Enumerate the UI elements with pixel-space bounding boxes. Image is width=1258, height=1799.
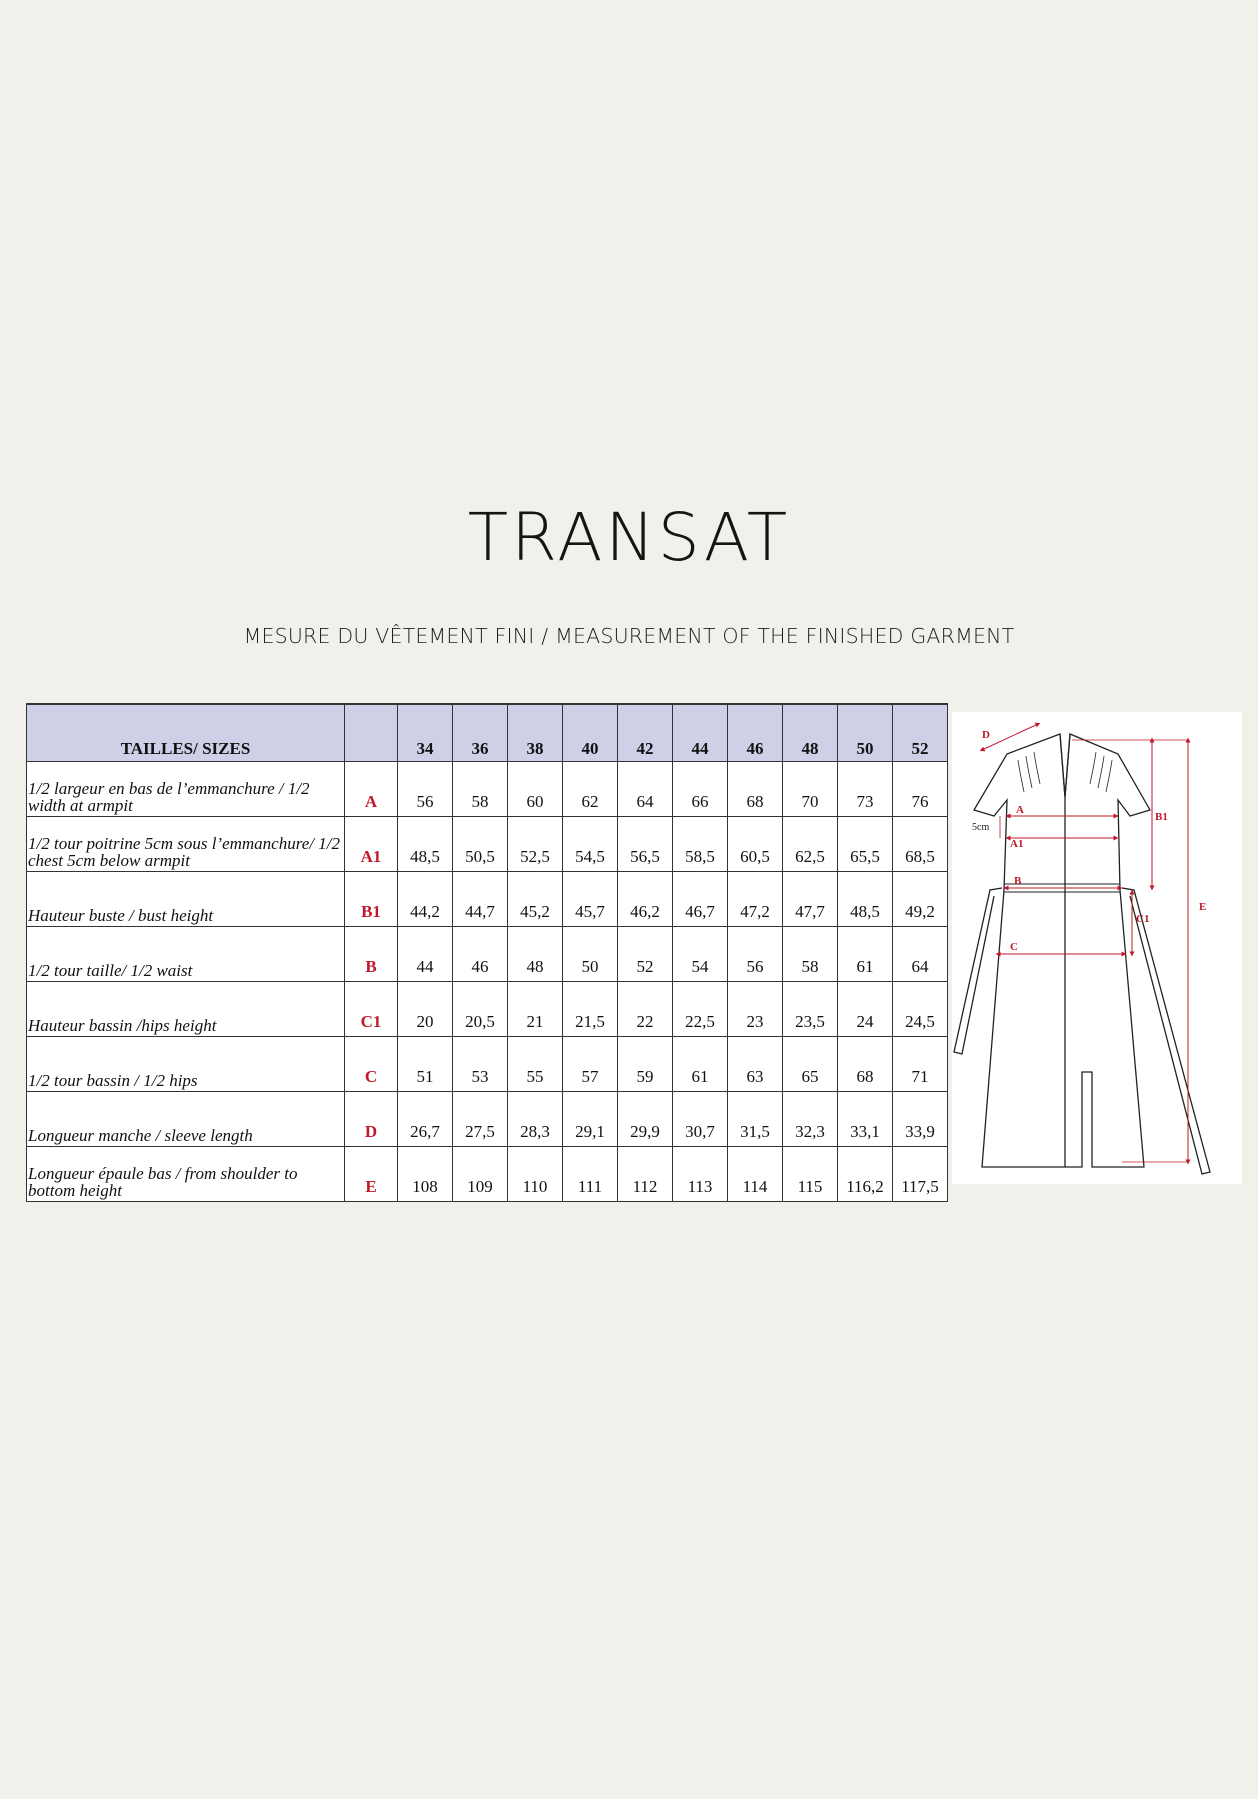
measurement-value: 54,5 — [563, 817, 618, 872]
measurement-code: A1 — [345, 817, 398, 872]
header-row — [27, 704, 948, 762]
measurement-value: 51 — [398, 1037, 453, 1092]
measurement-value: 68,5 — [893, 817, 948, 872]
measurement-value: 56 — [728, 927, 783, 982]
measurement-code: C — [345, 1037, 398, 1092]
measurement-value: 61 — [673, 1037, 728, 1092]
measurement-value: 45,2 — [508, 872, 563, 927]
measurement-value: 76 — [893, 762, 948, 817]
measurement-value: 55 — [508, 1037, 563, 1092]
measurement-value: 58,5 — [673, 817, 728, 872]
measurement-value: 65,5 — [838, 817, 893, 872]
measurement-value: 33,9 — [893, 1092, 948, 1147]
measurement-value: 68 — [728, 762, 783, 817]
measurement-value: 23,5 — [783, 982, 838, 1037]
size-header: 38 — [508, 704, 563, 762]
measurement-value: 61 — [838, 927, 893, 982]
measurement-value: 31,5 — [728, 1092, 783, 1147]
measurement-value: 45,7 — [563, 872, 618, 927]
measurement-value: 50 — [563, 927, 618, 982]
measurement-code: B — [345, 927, 398, 982]
measurement-value: 52,5 — [508, 817, 563, 872]
size-header: 46 — [728, 704, 783, 762]
measurement-value: 60,5 — [728, 817, 783, 872]
label-5cm: 5cm — [972, 822, 990, 833]
label-b: B — [1014, 875, 1022, 887]
measurement-value: 26,7 — [398, 1092, 453, 1147]
measurement-value: 21,5 — [563, 982, 618, 1037]
label-e: E — [1199, 901, 1207, 913]
measurement-label: 1/2 largeur en bas de l’emmanchure / 1/2 width at armpit — [27, 762, 345, 817]
measurement-value: 56,5 — [618, 817, 673, 872]
table-row — [27, 1147, 948, 1202]
table-row — [27, 1037, 948, 1092]
size-header: 42 — [618, 704, 673, 762]
size-chart-table — [26, 703, 948, 1202]
measurement-value: 115 — [783, 1147, 838, 1202]
measurement-value: 109 — [453, 1147, 508, 1202]
measurement-value: 32,3 — [783, 1092, 838, 1147]
measurement-value: 44,2 — [398, 872, 453, 927]
table-row — [27, 1092, 948, 1147]
page-subtitle: MESURE DU VÊTEMENT FINI / MEASUREMENT OF THE FINISHED GARMENT — [243, 624, 1015, 648]
dress-sketch — [952, 712, 1242, 1184]
label-c: C — [1010, 941, 1018, 953]
measurement-value: 29,1 — [563, 1092, 618, 1147]
measurement-value: 116,2 — [838, 1147, 893, 1202]
measurement-code: A — [345, 762, 398, 817]
measurement-value: 52 — [618, 927, 673, 982]
label-a1: A1 — [1010, 838, 1024, 850]
label-d: D — [982, 729, 990, 741]
measurement-value: 56 — [398, 762, 453, 817]
measurement-value: 20,5 — [453, 982, 508, 1037]
measurement-value: 46,2 — [618, 872, 673, 927]
size-header: 44 — [673, 704, 728, 762]
measurement-value: 44 — [398, 927, 453, 982]
measurement-value: 22,5 — [673, 982, 728, 1037]
table-row — [27, 927, 948, 982]
size-header: 48 — [783, 704, 838, 762]
measurement-value: 27,5 — [453, 1092, 508, 1147]
measurement-value: 108 — [398, 1147, 453, 1202]
measurement-code: E — [345, 1147, 398, 1202]
measurement-value: 64 — [893, 927, 948, 982]
measurement-value: 24,5 — [893, 982, 948, 1037]
measurement-code: B1 — [345, 872, 398, 927]
measurement-value: 60 — [508, 762, 563, 817]
size-header: 52 — [893, 704, 948, 762]
measurement-value: 46 — [453, 927, 508, 982]
measurement-value: 48 — [508, 927, 563, 982]
measurement-value: 50,5 — [453, 817, 508, 872]
measurement-value: 57 — [563, 1037, 618, 1092]
measurement-value: 71 — [893, 1037, 948, 1092]
measurement-value: 20 — [398, 982, 453, 1037]
measurement-value: 23 — [728, 982, 783, 1037]
label-a: A — [1016, 804, 1024, 816]
page-title: TRANSAT — [467, 499, 791, 576]
measurement-value: 22 — [618, 982, 673, 1037]
table-row — [27, 762, 948, 817]
measurement-value: 68 — [838, 1037, 893, 1092]
measurement-value: 44,7 — [453, 872, 508, 927]
measurement-value: 47,7 — [783, 872, 838, 927]
measurement-label: Hauteur bassin /hips height — [27, 982, 345, 1037]
measurement-value: 24 — [838, 982, 893, 1037]
measurement-value: 70 — [783, 762, 838, 817]
measurement-value: 29,9 — [618, 1092, 673, 1147]
size-header: 34 — [398, 704, 453, 762]
measurement-value: 62,5 — [783, 817, 838, 872]
label-b1: B1 — [1155, 811, 1168, 823]
sizes-header: TAILLES/ SIZES — [27, 704, 345, 762]
measurement-value: 28,3 — [508, 1092, 563, 1147]
table-body — [27, 762, 948, 1202]
measurement-label: Hauteur buste / bust height — [27, 872, 345, 927]
measurement-value: 53 — [453, 1037, 508, 1092]
measurement-value: 66 — [673, 762, 728, 817]
measurement-value: 62 — [563, 762, 618, 817]
measurement-value: 59 — [618, 1037, 673, 1092]
measurement-value: 111 — [563, 1147, 618, 1202]
measurement-value: 58 — [453, 762, 508, 817]
measurement-value: 64 — [618, 762, 673, 817]
table-row — [27, 817, 948, 872]
measurement-value: 110 — [508, 1147, 563, 1202]
measurement-value: 117,5 — [893, 1147, 948, 1202]
measurement-value: 58 — [783, 927, 838, 982]
measurement-value: 65 — [783, 1037, 838, 1092]
measurement-value: 47,2 — [728, 872, 783, 927]
table-row — [27, 982, 948, 1037]
code-header — [345, 704, 398, 762]
measurement-value: 46,7 — [673, 872, 728, 927]
measurement-value: 54 — [673, 927, 728, 982]
size-header: 50 — [838, 704, 893, 762]
measurement-value: 48,5 — [398, 817, 453, 872]
measurement-value: 21 — [508, 982, 563, 1037]
table-row — [27, 872, 948, 927]
measurement-code: C1 — [345, 982, 398, 1037]
measurement-value: 114 — [728, 1147, 783, 1202]
size-header: 40 — [563, 704, 618, 762]
label-c1: C1 — [1136, 913, 1150, 925]
measurement-label: 1/2 tour poitrine 5cm sous l’emmanchure/ 1/2 chest 5cm below armpit — [27, 817, 345, 872]
measurement-value: 63 — [728, 1037, 783, 1092]
measurement-label: Longueur épaule bas / from shoulder to bottom height — [27, 1147, 345, 1202]
size-header: 36 — [453, 704, 508, 762]
measurement-code: D — [345, 1092, 398, 1147]
measurement-value: 30,7 — [673, 1092, 728, 1147]
measurement-label: Longueur manche / sleeve length — [27, 1092, 345, 1147]
measurement-value: 49,2 — [893, 872, 948, 927]
garment-diagram — [952, 712, 1242, 1184]
measurement-label: 1/2 tour bassin / 1/2 hips — [27, 1037, 345, 1092]
measurement-value: 112 — [618, 1147, 673, 1202]
measurement-value: 33,1 — [838, 1092, 893, 1147]
measurement-value: 48,5 — [838, 872, 893, 927]
measurement-value: 113 — [673, 1147, 728, 1202]
measurement-value: 73 — [838, 762, 893, 817]
measurement-label: 1/2 tour taille/ 1/2 waist — [27, 927, 345, 982]
